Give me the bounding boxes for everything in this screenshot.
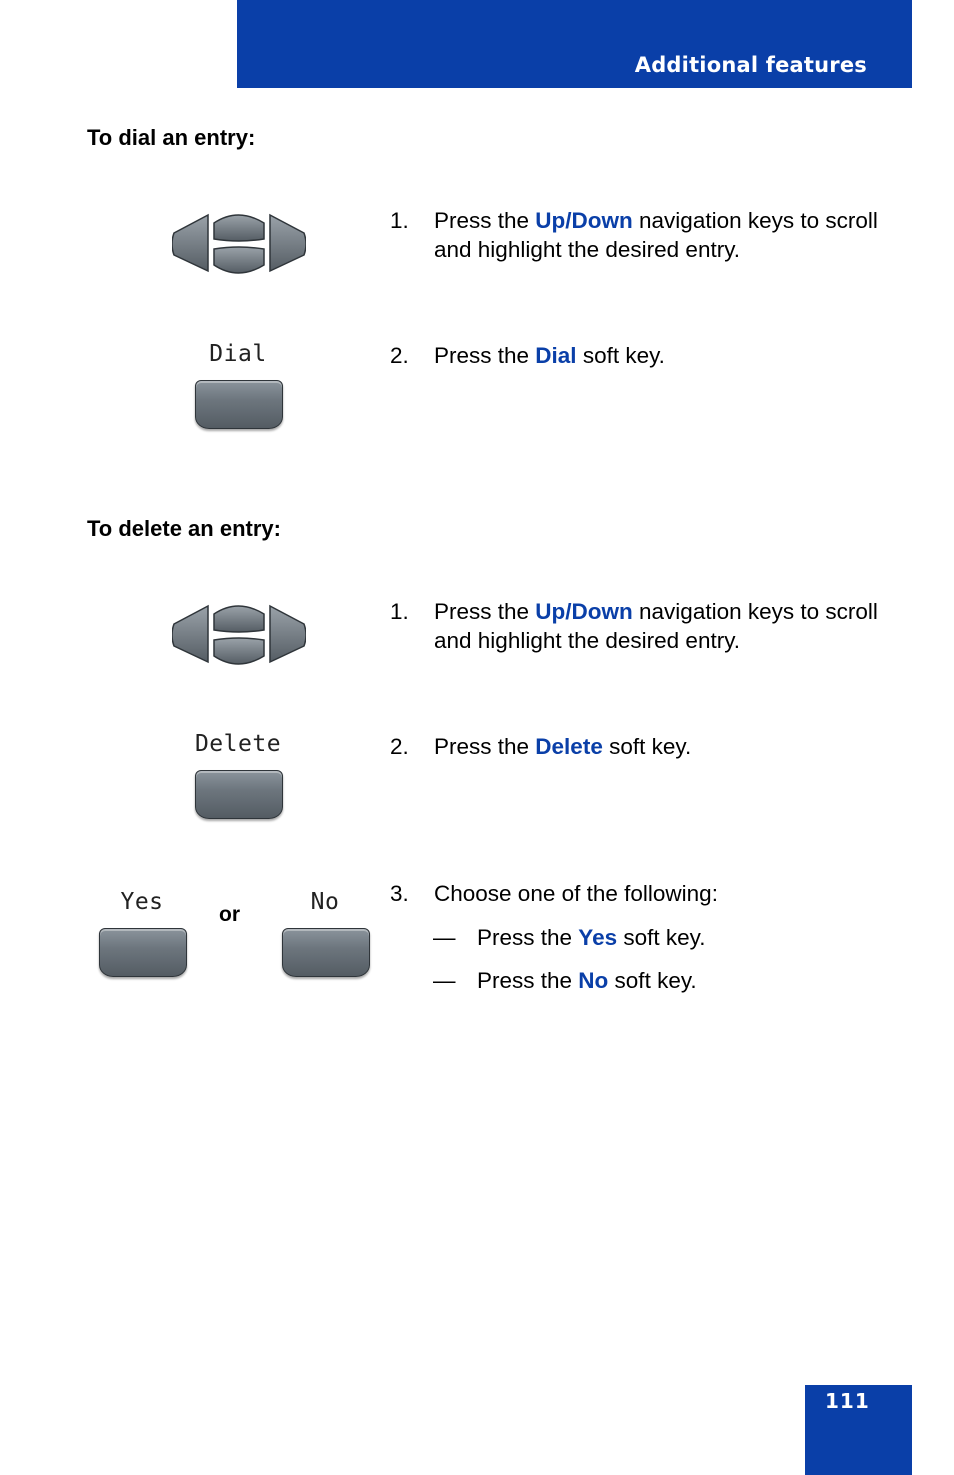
delete-softkey[interactable] xyxy=(195,770,283,819)
page-number-box xyxy=(805,1385,912,1475)
navigation-keys-icon[interactable] xyxy=(172,602,306,668)
navigation-keys-icon[interactable] xyxy=(172,211,306,277)
delete-step-1: 1. Press the Up/Down navigation keys to scroll and highlight the desired entry. xyxy=(390,599,878,653)
dial-section-heading: To dial an entry: xyxy=(87,125,256,150)
yes-softkey[interactable] xyxy=(99,928,187,977)
dial-softkey-label: Dial xyxy=(209,341,267,367)
up-down-keyword: Up/Down xyxy=(535,208,633,233)
yes-keyword: Yes xyxy=(578,925,618,950)
option-yes: — Press the Yes soft key. xyxy=(433,925,706,950)
delete-step-3: 3. Choose one of the following: xyxy=(390,881,718,906)
no-softkey[interactable] xyxy=(282,928,370,977)
or-text: or xyxy=(219,903,240,926)
dial-keyword: Dial xyxy=(535,343,577,368)
dial-softkey[interactable] xyxy=(195,380,283,429)
header-title: Additional features xyxy=(634,53,867,77)
up-down-keyword: Up/Down xyxy=(535,599,633,624)
yes-softkey-label: Yes xyxy=(120,889,164,915)
no-keyword: No xyxy=(578,968,609,993)
delete-step-2: 2. Press the Delete soft key. xyxy=(390,734,692,759)
page-number: 111 xyxy=(825,1389,870,1413)
header-band xyxy=(237,0,912,88)
dial-step-2: 2. Press the Dial soft key. xyxy=(390,343,665,368)
delete-softkey-label: Delete xyxy=(194,731,282,757)
delete-keyword: Delete xyxy=(535,734,603,759)
dial-step-1: 1. Press the Up/Down navigation keys to scroll and highlight the desired entry. xyxy=(390,208,878,262)
option-no: — Press the No soft key. xyxy=(433,968,697,993)
no-softkey-label: No xyxy=(310,889,340,915)
delete-section-heading: To delete an entry: xyxy=(87,516,281,541)
